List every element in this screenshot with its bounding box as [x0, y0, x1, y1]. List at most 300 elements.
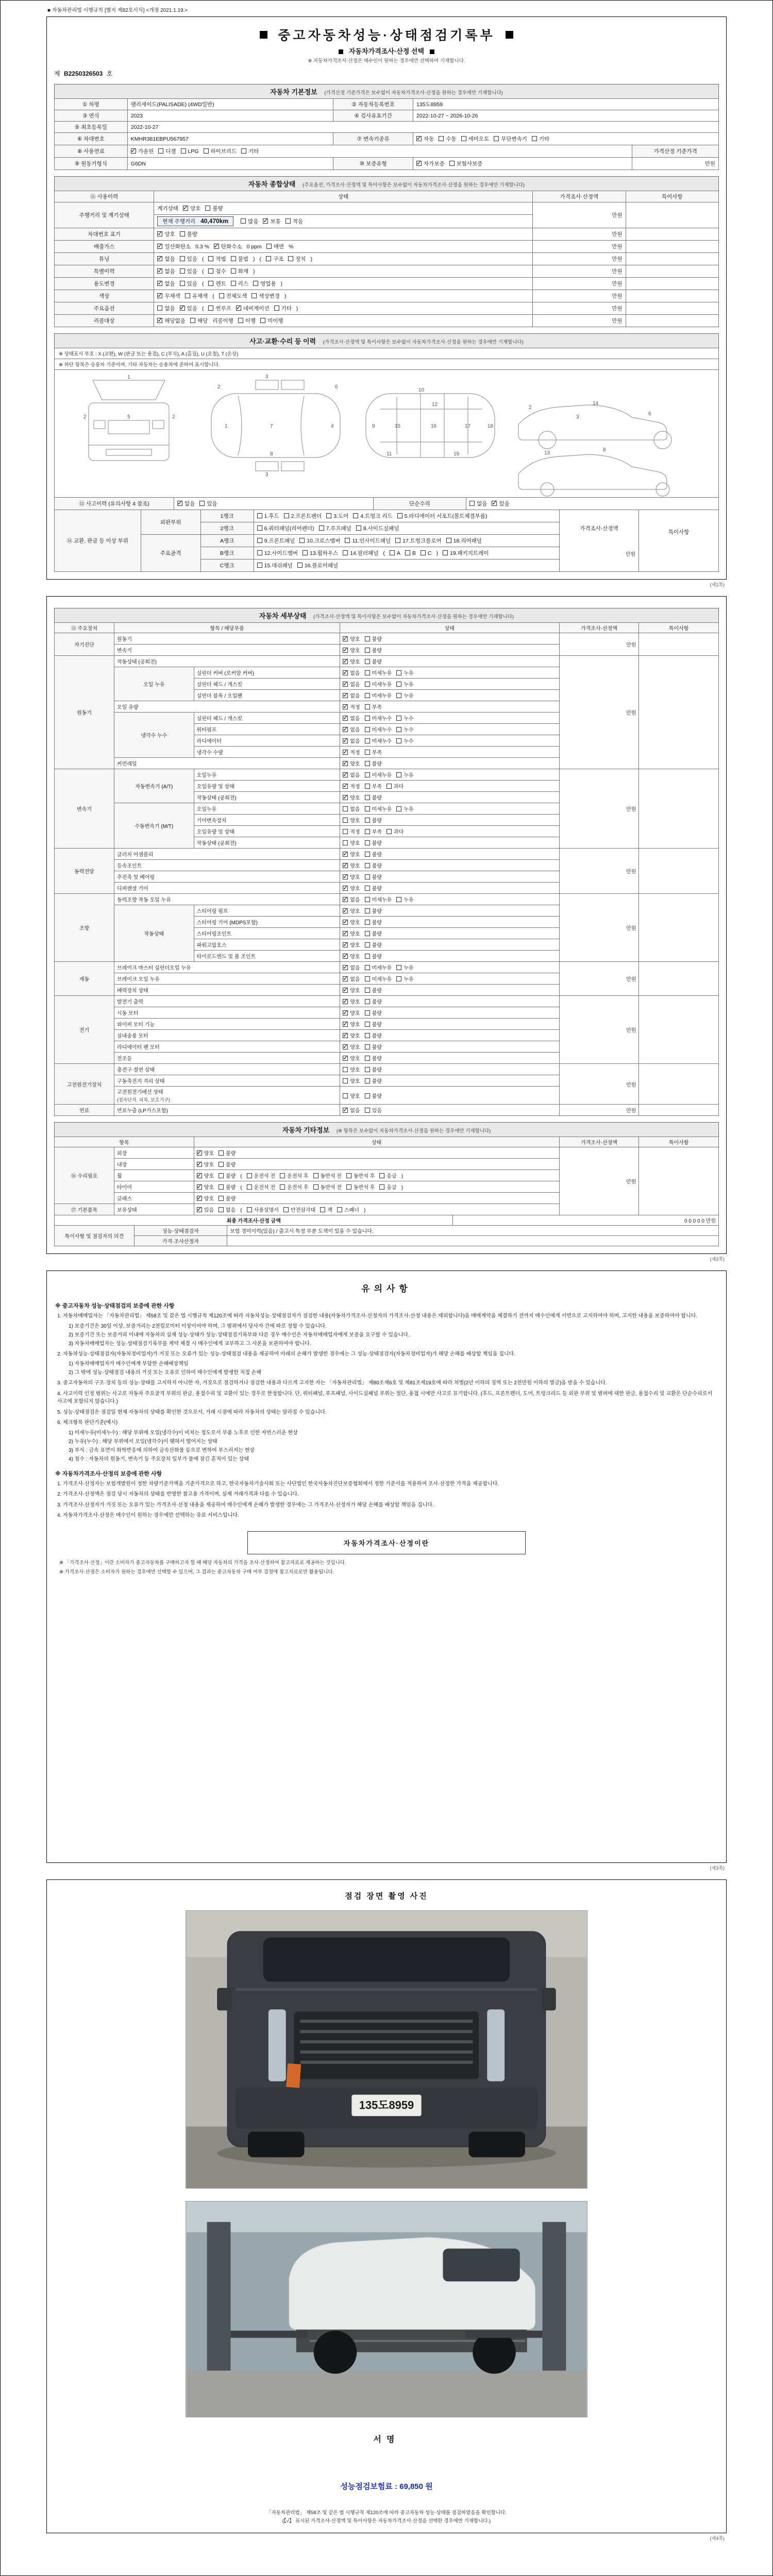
checkbox-checked-icon[interactable]	[263, 218, 268, 224]
checkbox-icon[interactable]	[365, 693, 370, 698]
checkbox-icon[interactable]	[158, 148, 163, 154]
checkbox-icon[interactable]	[343, 1093, 348, 1098]
checkbox-option[interactable]	[416, 160, 445, 167]
checkbox-option[interactable]	[396, 963, 413, 971]
checkbox-icon[interactable]	[157, 306, 162, 311]
checkbox-icon[interactable]	[274, 306, 279, 311]
checkbox-option[interactable]	[231, 255, 248, 263]
checkbox-option[interactable]	[343, 669, 360, 676]
checkbox-icon[interactable]	[199, 501, 205, 506]
checkbox-option[interactable]	[257, 562, 293, 569]
checkbox-option[interactable]	[257, 537, 295, 545]
checkbox-icon[interactable]	[396, 716, 401, 721]
checkbox-checked-icon[interactable]	[343, 1022, 348, 1027]
checkbox-icon[interactable]	[396, 670, 401, 675]
checkbox-icon[interactable]	[285, 218, 291, 224]
checkbox-option[interactable]	[280, 1183, 308, 1191]
checkbox-icon[interactable]	[365, 806, 370, 811]
checkbox-option[interactable]	[343, 884, 360, 892]
checkbox-icon[interactable]	[266, 244, 272, 249]
checkbox-option[interactable]	[208, 267, 226, 275]
checkbox-icon[interactable]	[396, 772, 401, 777]
checkbox-checked-icon[interactable]	[343, 795, 348, 800]
checkbox-option[interactable]	[386, 827, 404, 835]
checkbox-icon[interactable]	[365, 1022, 370, 1027]
checkbox-option[interactable]	[197, 1194, 214, 1202]
checkbox-option[interactable]	[260, 317, 283, 325]
checkbox-option[interactable]	[365, 850, 382, 858]
checkbox-icon[interactable]	[253, 281, 258, 286]
checkbox-icon[interactable]	[494, 136, 499, 141]
checkbox-icon[interactable]	[180, 281, 185, 286]
checkbox-option[interactable]	[157, 292, 180, 300]
checkbox-icon[interactable]	[284, 513, 289, 518]
checkbox-option[interactable]	[365, 725, 392, 733]
checkbox-checked-icon[interactable]	[343, 976, 348, 981]
checkbox-option[interactable]	[157, 317, 186, 325]
checkbox-icon[interactable]	[365, 738, 370, 743]
checkbox-icon[interactable]	[326, 513, 331, 518]
checkbox-option[interactable]	[365, 793, 382, 801]
checkbox-icon[interactable]	[180, 256, 185, 261]
checkbox-option[interactable]	[197, 1172, 214, 1179]
checkbox-option[interactable]	[396, 691, 413, 699]
checkbox-icon[interactable]	[395, 538, 400, 543]
checkbox-icon[interactable]	[343, 806, 348, 811]
checkbox-option[interactable]	[181, 148, 199, 155]
checkbox-icon[interactable]	[247, 1207, 252, 1212]
checkbox-option[interactable]	[396, 895, 413, 903]
checkbox-icon[interactable]	[439, 136, 444, 141]
checkbox-icon[interactable]	[280, 1173, 285, 1178]
checkbox-option[interactable]	[343, 941, 360, 948]
checkbox-option[interactable]	[356, 524, 399, 532]
checkbox-option[interactable]	[469, 500, 487, 507]
checkbox-icon[interactable]	[231, 281, 236, 286]
checkbox-option[interactable]	[180, 267, 197, 275]
checkbox-checked-icon[interactable]	[343, 920, 348, 925]
checkbox-icon[interactable]	[313, 1173, 318, 1178]
checkbox-icon[interactable]	[288, 256, 293, 261]
checkbox-icon[interactable]	[365, 829, 370, 834]
checkbox-option[interactable]	[219, 1149, 236, 1157]
checkbox-option[interactable]	[343, 839, 360, 846]
checkbox-icon[interactable]	[446, 538, 451, 543]
checkbox-icon[interactable]	[379, 1173, 384, 1178]
checkbox-option[interactable]	[365, 918, 382, 926]
checkbox-checked-icon[interactable]	[157, 281, 162, 286]
checkbox-icon[interactable]	[181, 148, 186, 154]
checkbox-icon[interactable]	[365, 908, 370, 913]
checkbox-icon[interactable]	[405, 550, 410, 555]
checkbox-icon[interactable]	[257, 563, 262, 568]
checkbox-option[interactable]	[320, 1206, 332, 1213]
checkbox-icon[interactable]	[257, 538, 262, 543]
checkbox-option[interactable]	[396, 737, 413, 744]
checkbox-option[interactable]	[343, 975, 360, 982]
checkbox-icon[interactable]	[219, 1162, 224, 1167]
checkbox-option[interactable]	[365, 1106, 382, 1114]
checkbox-option[interactable]	[343, 850, 360, 858]
checkbox-checked-icon[interactable]	[343, 716, 348, 721]
checkbox-option[interactable]	[180, 304, 197, 312]
checkbox-icon[interactable]	[337, 1207, 342, 1212]
checkbox-option[interactable]	[390, 550, 400, 556]
checkbox-icon[interactable]	[208, 256, 213, 261]
checkbox-icon[interactable]	[365, 886, 370, 891]
checkbox-checked-icon[interactable]	[343, 954, 348, 959]
checkbox-checked-icon[interactable]	[343, 659, 348, 664]
checkbox-option[interactable]	[219, 292, 247, 300]
checkbox-option[interactable]	[263, 217, 280, 225]
checkbox-checked-icon[interactable]	[343, 1108, 348, 1113]
checkbox-option[interactable]	[365, 975, 392, 982]
checkbox-option[interactable]	[343, 1065, 360, 1073]
checkbox-icon[interactable]	[208, 306, 213, 311]
checkbox-icon[interactable]	[421, 550, 426, 555]
checkbox-icon[interactable]	[280, 1184, 285, 1190]
checkbox-icon[interactable]	[365, 659, 370, 664]
checkbox-checked-icon[interactable]	[157, 256, 162, 261]
checkbox-option[interactable]	[197, 1206, 214, 1213]
checkbox-icon[interactable]	[365, 840, 370, 845]
checkbox-option[interactable]	[365, 669, 392, 676]
checkbox-checked-icon[interactable]	[343, 1056, 348, 1061]
checkbox-checked-icon[interactable]	[343, 988, 348, 993]
checkbox-icon[interactable]	[190, 318, 195, 323]
checkbox-option[interactable]	[283, 1206, 315, 1213]
checkbox-checked-icon[interactable]	[343, 874, 348, 879]
checkbox-option[interactable]	[365, 635, 382, 642]
checkbox-option[interactable]	[343, 725, 360, 733]
checkbox-checked-icon[interactable]	[343, 750, 348, 755]
checkbox-option[interactable]	[251, 292, 280, 300]
checkbox-icon[interactable]	[257, 550, 262, 555]
checkbox-option[interactable]	[343, 1031, 360, 1039]
checkbox-icon[interactable]	[386, 829, 392, 834]
checkbox-option[interactable]	[343, 1020, 360, 1028]
checkbox-icon[interactable]	[396, 693, 401, 698]
checkbox-option[interactable]	[157, 267, 175, 275]
checkbox-icon[interactable]	[365, 976, 370, 981]
checkbox-option[interactable]	[365, 884, 382, 892]
checkbox-option[interactable]	[365, 691, 392, 699]
checkbox-icon[interactable]	[345, 538, 350, 543]
checkbox-icon[interactable]	[449, 161, 455, 166]
checkbox-option[interactable]	[343, 1106, 360, 1114]
checkbox-icon[interactable]	[365, 931, 370, 936]
checkbox-option[interactable]	[379, 1183, 396, 1191]
checkbox-option[interactable]	[319, 524, 351, 532]
checkbox-option[interactable]	[185, 292, 208, 300]
checkbox-icon[interactable]	[365, 1010, 370, 1015]
checkbox-option[interactable]	[343, 1043, 360, 1050]
checkbox-icon[interactable]	[365, 897, 370, 902]
checkbox-checked-icon[interactable]	[492, 501, 497, 506]
checkbox-checked-icon[interactable]	[343, 1044, 348, 1049]
checkbox-icon[interactable]	[219, 1196, 224, 1201]
checkbox-option[interactable]	[197, 1149, 214, 1157]
checkbox-checked-icon[interactable]	[180, 306, 185, 311]
checkbox-option[interactable]	[343, 1009, 360, 1016]
checkbox-icon[interactable]	[247, 1184, 252, 1190]
checkbox-option[interactable]	[365, 929, 382, 937]
checkbox-option[interactable]	[446, 537, 482, 545]
checkbox-option[interactable]	[397, 512, 488, 520]
checkbox-icon[interactable]	[247, 1173, 252, 1178]
checkbox-option[interactable]	[365, 963, 392, 971]
checkbox-option[interactable]	[241, 147, 259, 155]
checkbox-icon[interactable]	[205, 206, 210, 211]
checkbox-icon[interactable]	[346, 1184, 351, 1190]
checkbox-icon[interactable]	[365, 636, 370, 641]
checkbox-checked-icon[interactable]	[343, 670, 348, 675]
checkbox-option[interactable]	[343, 805, 360, 812]
checkbox-checked-icon[interactable]	[343, 852, 348, 857]
checkbox-option[interactable]	[247, 1183, 275, 1191]
checkbox-icon[interactable]	[396, 897, 401, 902]
checkbox-checked-icon[interactable]	[197, 1207, 202, 1212]
checkbox-checked-icon[interactable]	[343, 648, 348, 653]
checkbox-icon[interactable]	[365, 704, 370, 709]
checkbox-checked-icon[interactable]	[343, 727, 348, 732]
checkbox-option[interactable]	[396, 669, 413, 676]
checkbox-icon[interactable]	[219, 1150, 224, 1156]
checkbox-option[interactable]	[365, 714, 392, 722]
checkbox-option[interactable]	[257, 512, 279, 520]
checkbox-option[interactable]	[365, 997, 382, 1005]
checkbox-option[interactable]	[365, 1031, 382, 1039]
checkbox-option[interactable]	[365, 737, 392, 744]
checkbox-checked-icon[interactable]	[131, 148, 136, 154]
checkbox-option[interactable]	[257, 549, 298, 557]
checkbox-option[interactable]	[343, 782, 360, 790]
checkbox-icon[interactable]	[353, 513, 358, 518]
checkbox-option[interactable]	[365, 657, 382, 665]
checkbox-option[interactable]	[343, 861, 360, 869]
checkbox-checked-icon[interactable]	[197, 1162, 202, 1167]
checkbox-checked-icon[interactable]	[157, 268, 162, 274]
checkbox-checked-icon[interactable]	[157, 231, 162, 236]
checkbox-option[interactable]	[266, 243, 284, 250]
checkbox-option[interactable]	[177, 500, 195, 507]
checkbox-option[interactable]	[199, 500, 217, 507]
checkbox-option[interactable]	[365, 646, 382, 654]
checkbox-option[interactable]	[157, 280, 175, 287]
checkbox-checked-icon[interactable]	[343, 931, 348, 936]
checkbox-option[interactable]	[343, 703, 360, 710]
checkbox-checked-icon[interactable]	[183, 206, 188, 211]
checkbox-option[interactable]	[365, 839, 382, 846]
checkbox-option[interactable]	[180, 280, 197, 287]
checkbox-option[interactable]	[365, 759, 382, 767]
checkbox-icon[interactable]	[343, 818, 348, 823]
checkbox-option[interactable]	[205, 205, 223, 212]
checkbox-checked-icon[interactable]	[416, 161, 422, 166]
checkbox-icon[interactable]	[365, 852, 370, 857]
checkbox-option[interactable]	[396, 771, 413, 778]
checkbox-option[interactable]	[204, 147, 237, 155]
checkbox-option[interactable]	[405, 550, 416, 556]
checkbox-option[interactable]	[343, 714, 360, 722]
checkbox-icon[interactable]	[204, 148, 209, 154]
checkbox-option[interactable]	[386, 782, 404, 790]
checkbox-option[interactable]	[219, 1194, 236, 1202]
checkbox-icon[interactable]	[365, 988, 370, 993]
checkbox-icon[interactable]	[379, 1184, 384, 1190]
checkbox-checked-icon[interactable]	[343, 1033, 348, 1038]
checkbox-checked-icon[interactable]	[343, 693, 348, 698]
checkbox-option[interactable]	[346, 1183, 375, 1191]
checkbox-option[interactable]	[343, 1077, 360, 1084]
checkbox-option[interactable]	[157, 255, 175, 263]
checkbox-icon[interactable]	[365, 1044, 370, 1049]
checkbox-option[interactable]	[365, 895, 392, 903]
checkbox-option[interactable]	[343, 873, 360, 880]
checkbox-option[interactable]	[365, 703, 382, 710]
checkbox-option[interactable]	[299, 537, 340, 545]
checkbox-option[interactable]	[231, 280, 248, 287]
checkbox-icon[interactable]	[299, 538, 305, 543]
checkbox-checked-icon[interactable]	[343, 761, 348, 766]
checkbox-option[interactable]	[343, 816, 360, 824]
checkbox-icon[interactable]	[297, 563, 303, 568]
checkbox-option[interactable]	[343, 918, 360, 926]
checkbox-option[interactable]	[343, 635, 360, 642]
checkbox-checked-icon[interactable]	[157, 293, 162, 298]
checkbox-option[interactable]	[343, 691, 360, 699]
checkbox-icon[interactable]	[260, 318, 265, 323]
checkbox-option[interactable]	[343, 759, 360, 767]
checkbox-checked-icon[interactable]	[343, 784, 348, 789]
checkbox-icon[interactable]	[231, 256, 236, 261]
checkbox-option[interactable]	[492, 500, 509, 507]
checkbox-option[interactable]	[337, 1206, 359, 1213]
checkbox-icon[interactable]	[365, 716, 370, 721]
checkbox-option[interactable]	[313, 1183, 342, 1191]
checkbox-option[interactable]	[285, 217, 303, 225]
checkbox-option[interactable]	[208, 255, 226, 263]
checkbox-option[interactable]	[343, 1054, 360, 1062]
checkbox-option[interactable]	[158, 147, 176, 155]
checkbox-option[interactable]	[421, 550, 432, 556]
checkbox-checked-icon[interactable]	[197, 1184, 202, 1190]
checkbox-icon[interactable]	[365, 648, 370, 653]
checkbox-option[interactable]	[266, 255, 283, 263]
checkbox-icon[interactable]	[257, 526, 262, 531]
checkbox-option[interactable]	[396, 975, 413, 982]
checkbox-option[interactable]	[365, 1020, 382, 1028]
checkbox-icon[interactable]	[365, 920, 370, 925]
checkbox-option[interactable]	[343, 680, 360, 688]
checkbox-option[interactable]	[379, 1172, 396, 1179]
checkbox-checked-icon[interactable]	[343, 1010, 348, 1015]
checkbox-option[interactable]	[313, 1172, 342, 1179]
checkbox-option[interactable]	[461, 135, 490, 143]
checkbox-option[interactable]	[219, 1183, 236, 1191]
checkbox-option[interactable]	[343, 895, 360, 903]
checkbox-option[interactable]	[345, 537, 391, 545]
checkbox-option[interactable]	[208, 280, 226, 287]
checkbox-icon[interactable]	[365, 818, 370, 823]
checkbox-option[interactable]	[247, 1172, 275, 1179]
checkbox-option[interactable]	[303, 549, 338, 557]
checkbox-option[interactable]	[365, 907, 382, 914]
checkbox-option[interactable]	[190, 317, 208, 325]
checkbox-icon[interactable]	[251, 293, 257, 298]
checkbox-option[interactable]	[297, 562, 338, 569]
checkbox-option[interactable]	[231, 267, 248, 275]
checkbox-option[interactable]	[443, 549, 489, 557]
checkbox-option[interactable]	[219, 1160, 236, 1168]
checkbox-icon[interactable]	[266, 256, 271, 261]
checkbox-option[interactable]	[343, 929, 360, 937]
checkbox-checked-icon[interactable]	[214, 244, 219, 249]
checkbox-icon[interactable]	[365, 1067, 370, 1072]
checkbox-icon[interactable]	[396, 727, 401, 732]
checkbox-option[interactable]	[396, 680, 413, 688]
checkbox-option[interactable]	[343, 737, 360, 744]
checkbox-checked-icon[interactable]	[343, 863, 348, 868]
checkbox-icon[interactable]	[365, 750, 370, 755]
checkbox-checked-icon[interactable]	[157, 318, 162, 323]
checkbox-icon[interactable]	[469, 501, 475, 506]
checkbox-option[interactable]	[197, 1183, 214, 1191]
checkbox-checked-icon[interactable]	[343, 704, 348, 709]
checkbox-icon[interactable]	[343, 840, 348, 845]
checkbox-icon[interactable]	[396, 806, 401, 811]
checkbox-icon[interactable]	[343, 550, 348, 555]
checkbox-icon[interactable]	[365, 784, 370, 789]
checkbox-option[interactable]	[365, 1009, 382, 1016]
checkbox-option[interactable]	[219, 1172, 236, 1179]
checkbox-icon[interactable]	[208, 281, 213, 286]
checkbox-option[interactable]	[343, 1092, 360, 1099]
checkbox-option[interactable]	[396, 805, 413, 812]
checkbox-option[interactable]	[343, 549, 378, 557]
checkbox-option[interactable]	[343, 646, 360, 654]
checkbox-option[interactable]	[343, 952, 360, 960]
checkbox-icon[interactable]	[320, 1207, 325, 1212]
checkbox-icon[interactable]	[365, 795, 370, 800]
checkbox-option[interactable]	[396, 714, 413, 722]
checkbox-checked-icon[interactable]	[343, 886, 348, 891]
checkbox-option[interactable]	[343, 771, 360, 778]
checkbox-option[interactable]	[353, 512, 392, 520]
checkbox-icon[interactable]	[356, 526, 361, 531]
checkbox-option[interactable]	[365, 986, 382, 994]
checkbox-checked-icon[interactable]	[197, 1196, 202, 1201]
checkbox-checked-icon[interactable]	[343, 908, 348, 913]
checkbox-icon[interactable]	[397, 513, 402, 518]
checkbox-option[interactable]	[343, 657, 360, 665]
checkbox-option[interactable]	[365, 1043, 382, 1050]
checkbox-icon[interactable]	[365, 942, 370, 947]
checkbox-icon[interactable]	[365, 761, 370, 766]
checkbox-checked-icon[interactable]	[236, 306, 241, 311]
checkbox-icon[interactable]	[365, 1078, 370, 1083]
checkbox-option[interactable]	[343, 997, 360, 1005]
checkbox-icon[interactable]	[365, 1033, 370, 1038]
checkbox-option[interactable]	[247, 1206, 279, 1213]
checkbox-icon[interactable]	[396, 976, 401, 981]
checkbox-icon[interactable]	[443, 550, 448, 555]
checkbox-option[interactable]	[396, 725, 413, 733]
checkbox-icon[interactable]	[461, 136, 466, 141]
checkbox-option[interactable]	[346, 1172, 375, 1179]
checkbox-icon[interactable]	[365, 999, 370, 1004]
checkbox-icon[interactable]	[219, 1207, 224, 1212]
